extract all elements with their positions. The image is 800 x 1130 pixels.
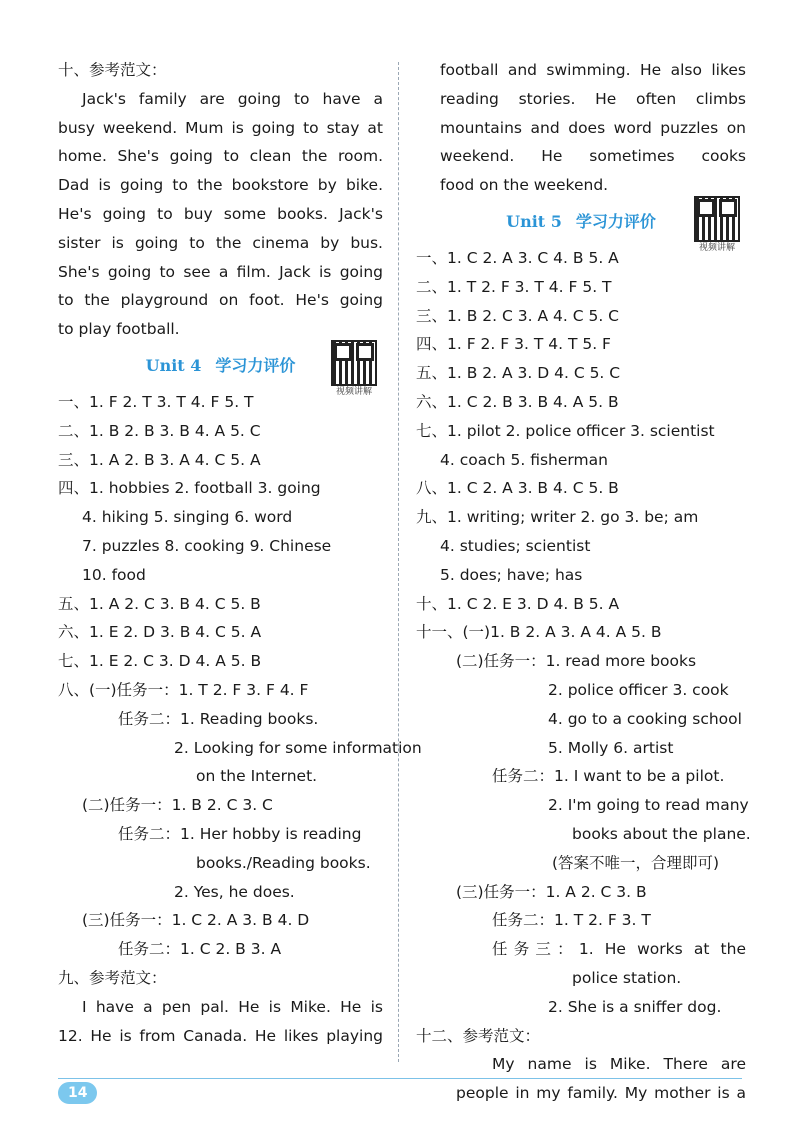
right-column bbox=[416, 56, 751, 1108]
text-line: He's going to buy some books. Jack's bbox=[58, 204, 383, 223]
text-line: busy weekend. Mum is going to stay at bbox=[58, 118, 383, 137]
text-line: 五、1. B 2. A 3. D 4. C 5. C bbox=[416, 364, 621, 383]
text-line: 四、1. hobbies 2. football 3. going bbox=[58, 479, 321, 498]
text-line: 任务二：1. Her hobby is reading bbox=[118, 824, 362, 843]
text-line: (答案不唯一，合理即可) bbox=[552, 853, 720, 872]
text-line: food on the weekend. bbox=[440, 176, 609, 195]
text-line: books about the plane. bbox=[572, 824, 751, 843]
section-title: 学习力评价 bbox=[575, 211, 656, 231]
column-divider bbox=[398, 62, 399, 1062]
text-line: 2. Yes, he does. bbox=[174, 882, 295, 901]
text-line: She's going to see a film. Jack is going bbox=[58, 262, 383, 281]
text-line: 九、参考范文： bbox=[58, 968, 167, 987]
text-line: 7. puzzles 8. cooking 9. Chinese bbox=[82, 536, 332, 555]
text-line: 三、1. B 2. C 3. A 4. C 5. C bbox=[416, 306, 619, 325]
page-number: 14 bbox=[58, 1082, 97, 1104]
text-line: 十二、参考范文： bbox=[416, 1026, 541, 1045]
text-line: 八、(一)任务一：1. T 2. F 3. F 4. F bbox=[58, 680, 309, 699]
text-line: sister is going to the cinema by bus. bbox=[58, 233, 383, 252]
text-line: 七、1. E 2. C 3. D 4. A 5. B bbox=[58, 652, 262, 671]
text-line: Jack's family are going to have a bbox=[82, 89, 383, 108]
section-heading bbox=[58, 344, 383, 397]
text-line: 5. does; have; has bbox=[440, 565, 583, 584]
text-line: 六、1. E 2. D 3. B 4. C 5. A bbox=[58, 623, 262, 642]
text-line: I have a pen pal. He is Mike. He is bbox=[82, 997, 383, 1016]
qr-caption: 视频讲解 bbox=[698, 242, 735, 253]
text-line: (二)任务一：1. read more books bbox=[456, 652, 697, 671]
text-line: 2. She is a sniffer dog. bbox=[548, 997, 722, 1016]
text-line: 4. hiking 5. singing 6. word bbox=[82, 508, 293, 527]
text-line: 十、参考范文： bbox=[58, 61, 167, 79]
text-line: Dad is going to the bookstore by bike. bbox=[58, 176, 383, 195]
text-line: people in my family. My mother is a bbox=[456, 1084, 746, 1103]
qr-code[interactable] bbox=[692, 196, 742, 258]
text-line: home. She's going to clean the room. bbox=[58, 147, 383, 166]
text-line: mountains and does word puzzles on bbox=[440, 118, 746, 137]
text-line: 三、1. A 2. B 3. A 4. C 5. A bbox=[58, 450, 261, 469]
text-line: 4. studies; scientist bbox=[440, 536, 591, 555]
qr-code-icon bbox=[694, 196, 740, 242]
text-line: 六、1. C 2. B 3. B 4. A 5. B bbox=[416, 392, 619, 411]
text-line: 任务二：1. I want to be a pilot. bbox=[492, 767, 725, 786]
text-line: 七、1. pilot 2. police officer 3. scientist bbox=[416, 421, 715, 440]
text-line: books./Reading books. bbox=[196, 853, 371, 872]
text-line: 八、1. C 2. A 3. B 4. C 5. B bbox=[416, 479, 619, 498]
text-line: (三)任务一：1. C 2. A 3. B 4. D bbox=[82, 911, 310, 930]
unit-label: Unit 4 bbox=[145, 355, 202, 375]
text-line: to play football. bbox=[58, 320, 180, 339]
text-line: 2. police officer 3. cook bbox=[548, 680, 729, 699]
text-line: 任务二：1. T 2. F 3. T bbox=[492, 911, 651, 930]
text-line: reading stories. He often climbs bbox=[440, 89, 746, 108]
qr-caption: 视频讲解 bbox=[335, 386, 372, 397]
text-line: 12. He is from Canada. He likes playing bbox=[58, 1026, 383, 1045]
text-line: 2. I'm going to read many bbox=[548, 796, 749, 815]
text-line: 任务二：1. C 2. B 3. A bbox=[118, 940, 282, 959]
section-heading bbox=[416, 200, 746, 253]
text-line: 4. go to a cooking school bbox=[548, 709, 742, 728]
qr-code-icon bbox=[331, 340, 377, 386]
text-line: 二、1. B 2. B 3. B 4. A 5. C bbox=[58, 421, 261, 440]
text-line: football and swimming. He also likes bbox=[440, 61, 746, 79]
footer-rule bbox=[58, 1078, 742, 1079]
text-line: 10. food bbox=[82, 565, 146, 584]
text-line: 4. coach 5. fisherman bbox=[440, 450, 608, 469]
text-line: 十、1. C 2. E 3. D 4. B 5. A bbox=[416, 594, 620, 613]
text-line: 2. Looking for some information bbox=[174, 738, 422, 757]
text-line: My name is Mike. There are bbox=[492, 1055, 746, 1074]
text-line: 一、1. C 2. A 3. C 4. B 5. A bbox=[416, 248, 619, 267]
text-line: 任务三：1. He works at the bbox=[492, 940, 746, 959]
text-line: 十一、(一)1. B 2. A 3. A 4. A 5. B bbox=[416, 623, 662, 642]
text-line: on the Internet. bbox=[196, 767, 318, 786]
text-line: (二)任务一：1. B 2. C 3. C bbox=[82, 796, 273, 815]
text-line: 五、1. A 2. C 3. B 4. C 5. B bbox=[58, 594, 261, 613]
text-line: weekend. He sometimes cooks bbox=[440, 147, 746, 166]
left-column bbox=[58, 56, 422, 1050]
text-line: 二、1. T 2. F 3. T 4. F 5. T bbox=[416, 277, 612, 296]
text-line: 九、1. writing; writer 2. go 3. be; am bbox=[416, 508, 699, 527]
text-line: 四、1. F 2. F 3. T 4. T 5. F bbox=[416, 335, 611, 354]
text-line: to the playground on foot. He's going bbox=[58, 291, 383, 310]
text-line: 一、1. F 2. T 3. T 4. F 5. T bbox=[58, 392, 254, 411]
text-line: 5. Molly 6. artist bbox=[548, 738, 674, 757]
section-title: 学习力评价 bbox=[215, 355, 296, 375]
unit-label: Unit 5 bbox=[506, 211, 562, 231]
text-line: (三)任务一：1. A 2. C 3. B bbox=[456, 882, 647, 901]
qr-code[interactable] bbox=[329, 340, 379, 402]
text-line: police station. bbox=[572, 968, 682, 987]
text-line: 任务二：1. Reading books. bbox=[118, 709, 319, 728]
